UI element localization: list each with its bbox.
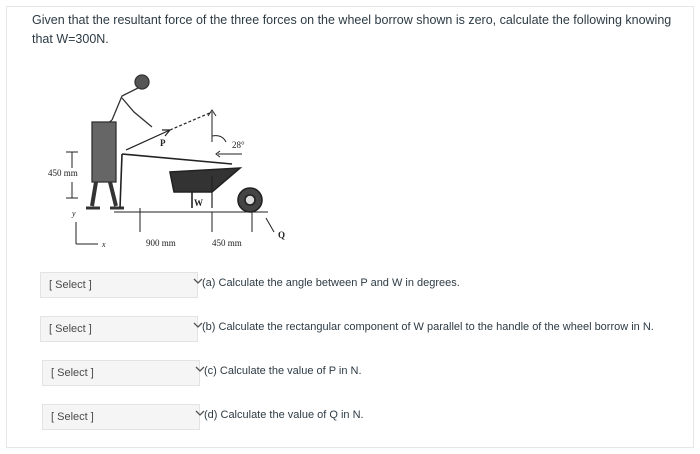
- dim-450-left: 450 mm: [48, 168, 78, 178]
- item-text-a: (a) Calculate the angle between P and W in degrees.: [202, 277, 460, 289]
- label-w: W: [194, 198, 203, 208]
- axis-x: x: [102, 240, 106, 249]
- force-q-arrow: [266, 218, 274, 232]
- axis-y: y: [72, 209, 76, 218]
- select-answer-a[interactable]: [ Select ]: [40, 272, 198, 298]
- axes: [76, 222, 98, 244]
- question-row-d: [42, 404, 682, 430]
- label-q: Q: [278, 230, 286, 240]
- force-p-arrow: [126, 112, 212, 150]
- dim-900: 900 mm: [146, 238, 176, 248]
- question-text: Given that the resultant force of the three forces on the wheel borrow shown is zero, calculate the following knowing that W=300N.: [32, 13, 672, 46]
- label-p: P: [160, 138, 166, 148]
- question-row-c: [42, 360, 682, 386]
- select-answer-b[interactable]: [ Select ]: [40, 316, 198, 342]
- wheelbarrow-figure: [42, 72, 302, 256]
- angle-label: 28°: [232, 140, 245, 150]
- question-row-a: [40, 272, 680, 298]
- item-text-d: (d) Calculate the value of Q in N.: [204, 409, 364, 421]
- select-answer-d[interactable]: [ Select ]: [42, 404, 200, 430]
- item-text-c: (c) Calculate the value of P in N.: [204, 365, 362, 377]
- wheelbarrow: [120, 154, 262, 212]
- select-answer-c[interactable]: [ Select ]: [42, 360, 200, 386]
- person-figure: [86, 75, 152, 208]
- item-text-b: (b) Calculate the rectangular component of W parallel to the handle of the wheel borrow in N.: [202, 321, 654, 333]
- dim-450-right: 450 mm: [212, 238, 242, 248]
- question-row-b: [40, 316, 680, 342]
